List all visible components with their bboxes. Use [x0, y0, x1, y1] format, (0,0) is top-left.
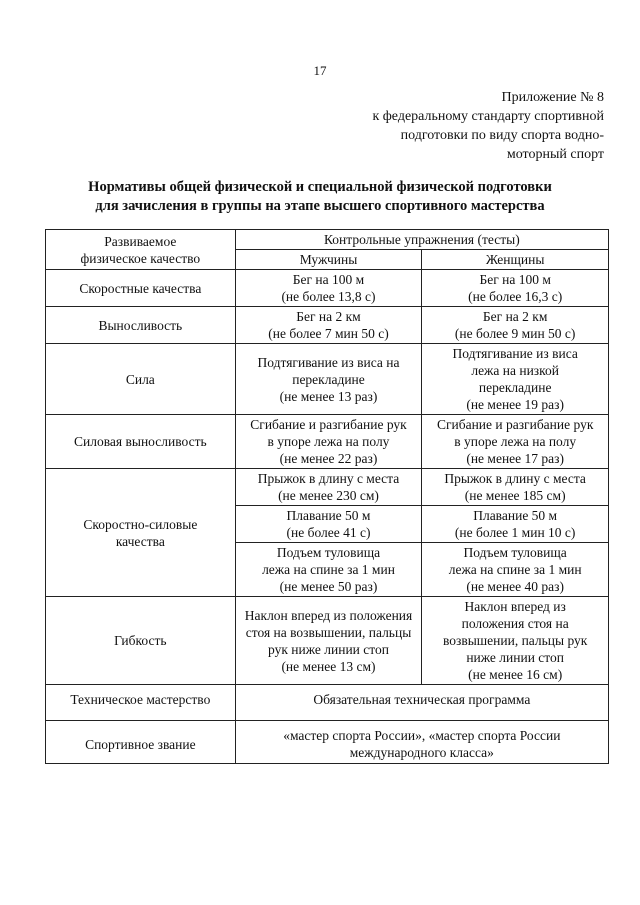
- cell-line: (не менее 17 раз): [466, 451, 564, 466]
- cell-line: (не менее 13 см): [281, 658, 376, 674]
- cell-line: (не менее 230 см): [278, 488, 379, 503]
- cell-line: (не менее 185 см): [464, 488, 566, 503]
- cell-line: Наклон вперед из: [464, 599, 566, 614]
- cell-line: международного класса»: [349, 745, 494, 760]
- header-women: Женщины: [422, 250, 609, 270]
- cell-line: Подъем туловища: [276, 545, 381, 560]
- quality-strength: Сила: [46, 344, 236, 415]
- cell-line: (не более 1 мин 10 с): [454, 525, 576, 540]
- cell-line: лежа на спине за 1 мин: [448, 562, 582, 577]
- cell-line: Бег на 100 м: [292, 272, 365, 287]
- speed-women: [422, 270, 609, 307]
- cell-line: (не менее 22 раз): [279, 451, 378, 466]
- strength-endurance-women: [422, 415, 609, 469]
- speed-men: [235, 270, 422, 307]
- quality-speed-strength: [46, 469, 236, 597]
- cell-line: лежа на низкой: [471, 363, 559, 378]
- cell-line: в упоре лежа на полу: [454, 434, 577, 449]
- appendix-line: Приложение № 8: [501, 90, 604, 105]
- page-number: 17: [313, 63, 327, 78]
- cell-line: (не менее 13 раз): [279, 388, 378, 404]
- quality-rank: Спортивное звание: [46, 721, 236, 764]
- cell-line: (не более 16,3 с): [468, 289, 563, 304]
- cell-line: Подтягивание из виса: [452, 346, 578, 361]
- document-title: [0, 178, 640, 216]
- cell-line: положения стоя на: [461, 616, 569, 631]
- cell-line: в упоре лежа на полу: [267, 434, 390, 449]
- strength-women: [422, 344, 609, 415]
- cell-line: Наклон вперед из положения: [244, 607, 413, 623]
- endurance-women: [422, 307, 609, 344]
- cell-line: рук ниже линии стоп: [268, 641, 389, 657]
- cell-line: стоя на возвышении, пальцы: [245, 624, 412, 640]
- quality-speed: Скоростные качества: [46, 270, 236, 307]
- cell-line: Бег на 2 км: [482, 309, 548, 324]
- cell-line: перекладине: [292, 371, 365, 387]
- cell-line: (не более 13,8 с): [281, 289, 376, 304]
- technique-value: Обязательная техническая программа: [235, 685, 608, 721]
- row-rank: [46, 721, 609, 764]
- cell-line: Подтягивание из виса на: [257, 354, 400, 370]
- row-flexibility: [46, 597, 609, 685]
- cell-line: Плавание 50 м: [286, 508, 371, 523]
- cell-line: (не более 7 мин 50 с): [268, 326, 389, 341]
- row-strength: [46, 344, 609, 415]
- long-jump-men: [235, 469, 422, 506]
- header-quality: [46, 230, 236, 270]
- cell-line: Бег на 100 м: [479, 272, 551, 287]
- row-strength-endurance: [46, 415, 609, 469]
- flexibility-women: [422, 597, 609, 685]
- header-quality-line: Развиваемое: [104, 233, 177, 249]
- cell-line: (не менее 19 раз): [466, 397, 564, 412]
- row-speed-strength-1: [46, 469, 609, 506]
- cell-line: ниже линии стоп: [466, 650, 564, 665]
- rank-value: [235, 721, 608, 764]
- quality-strength-endurance: Силовая выносливость: [46, 415, 236, 469]
- cell-line: Плавание 50 м: [473, 508, 558, 523]
- cell-line: (не менее 40 раз): [466, 579, 564, 594]
- cell-line: перекладине: [478, 380, 552, 395]
- long-jump-women: [422, 469, 609, 506]
- situps-women: [422, 543, 609, 597]
- cell-line: Сгибание и разгибание рук: [436, 417, 594, 432]
- swim-men: [235, 506, 422, 543]
- cell-line: (не менее 50 раз): [279, 579, 378, 594]
- situps-men: [235, 543, 422, 597]
- cell-line: Бег на 2 км: [296, 309, 361, 324]
- header-quality-line: физическое качество: [80, 250, 201, 266]
- header-row: [46, 230, 609, 250]
- header-men: Мужчины: [235, 250, 422, 270]
- cell-line: Прыжок в длину с места: [257, 471, 400, 486]
- quality-technique: Техническое мастерство: [46, 685, 236, 721]
- row-speed: [46, 270, 609, 307]
- swim-women: [422, 506, 609, 543]
- title-line: для зачисления в группы на этапе высшего спортивного мастерства: [95, 198, 545, 214]
- cell-line: лежа на спине за 1 мин: [262, 562, 395, 577]
- cell-line: (не более 9 мин 50 с): [454, 326, 576, 341]
- flexibility-men: [235, 597, 422, 685]
- appendix-note: [304, 88, 604, 164]
- title-line: Нормативы общей физической и специальной физической подготовки: [88, 179, 552, 195]
- cell-line: «мастер спорта России», «мастер спорта России: [283, 728, 561, 743]
- endurance-men: [235, 307, 422, 344]
- quality-flexibility: Гибкость: [46, 597, 236, 685]
- strength-endurance-men: [235, 415, 422, 469]
- header-tests: Контрольные упражнения (тесты): [235, 230, 608, 250]
- cell-line: возвышении, пальцы рук: [442, 633, 588, 648]
- cell-line: Подъем туловища: [463, 545, 567, 560]
- cell-line: Сгибание и разгибание рук: [250, 417, 407, 432]
- quality-endurance: Выносливость: [46, 307, 236, 344]
- standards-table: [45, 229, 609, 764]
- appendix-line: подготовки по виду спорта водно-: [400, 128, 604, 143]
- cell-line: (не менее 16 см): [468, 667, 563, 682]
- strength-men: [235, 344, 422, 415]
- row-technique: [46, 685, 609, 721]
- cell-line: Прыжок в длину с места: [444, 471, 586, 486]
- cell-line: качества: [115, 533, 165, 549]
- appendix-line: к федеральному стандарту спортивной: [372, 109, 604, 124]
- cell-line: Скоростно-силовые: [83, 516, 198, 532]
- cell-line: (не более 41 с): [286, 525, 371, 540]
- row-endurance: [46, 307, 609, 344]
- appendix-line: моторный спорт: [506, 147, 604, 162]
